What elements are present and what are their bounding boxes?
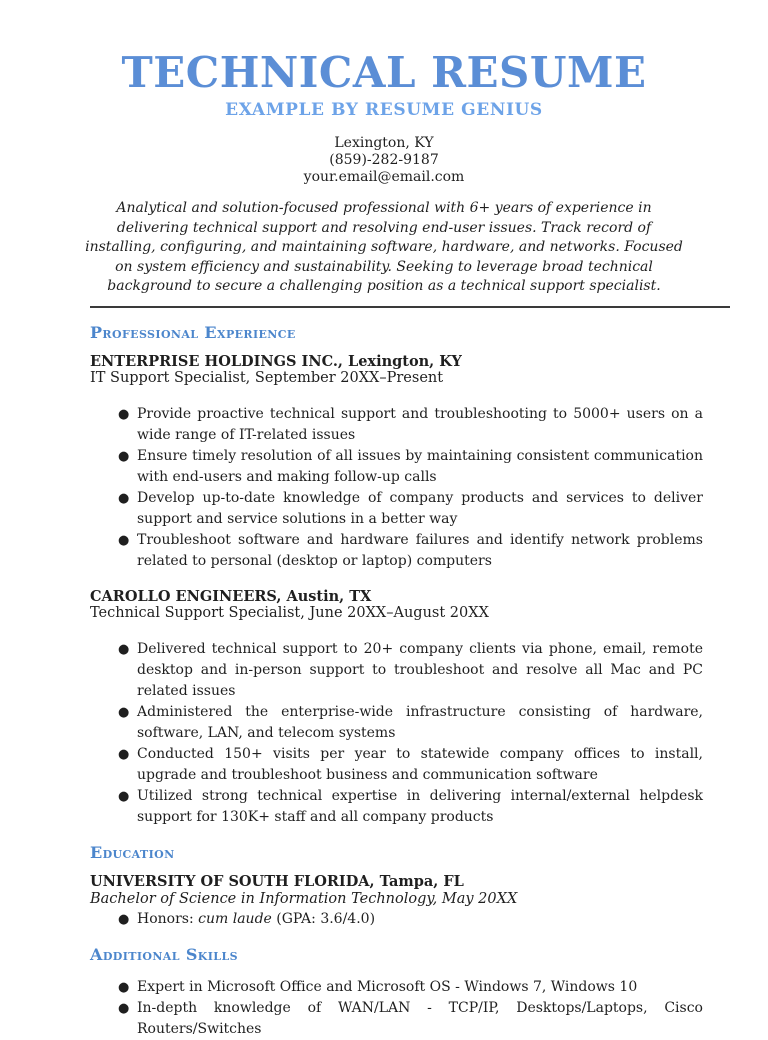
section-experience [90, 323, 730, 828]
page-subtitle: EXAMPLE BY RESUME GENIUS [225, 100, 543, 121]
job-role: Technical Support Specialist, June 20XX–August 20XX [90, 604, 489, 621]
bullet-marker: ● [118, 1000, 130, 1016]
bullet-text: Troubleshoot software and hardware failures and identify network problems related to personal (desktop or laptop) computers [137, 531, 703, 569]
job-bullet-list [90, 404, 730, 572]
bullet-item [118, 488, 703, 530]
job-entry [90, 353, 730, 572]
resume-header [0, 0, 768, 297]
bullet-item [118, 909, 730, 930]
section-heading-education: Education [90, 842, 175, 862]
bullet-text: Delivered technical support to 20+ company clients via phone, email, remote desktop and in-person support to troubleshoot and resolve all Mac and PC related issues [137, 640, 703, 699]
bullet-text: Develop up-to-date knowledge of company products and services to deliver support and service solutions in a better way [137, 489, 703, 527]
bullet-marker: ● [118, 788, 130, 804]
section-education [90, 843, 730, 930]
honors-prefix: Honors: [137, 910, 199, 927]
honors-text [137, 909, 730, 930]
job-role: IT Support Specialist, September 20XX–Present [90, 369, 444, 386]
bullet-marker: ● [118, 704, 130, 720]
bullet-text: Ensure timely resolution of all issues by maintaining consistent communication with end-users and making follow-up calls [137, 447, 703, 485]
bullet-item [118, 998, 703, 1040]
education-bullet-list [90, 909, 730, 930]
bullet-item [118, 702, 703, 744]
contact-block [0, 135, 768, 186]
bullet-marker: ● [118, 746, 130, 762]
contact-email: your.email@email.com [303, 169, 465, 186]
bullet-item [118, 446, 703, 488]
bullet-text: Utilized strong technical expertise in delivering internal/external helpdesk support for 130K+ staff and all company products [137, 787, 703, 825]
job-entry [90, 588, 730, 828]
resume-body [90, 306, 730, 1040]
contact-location: Lexington, KY [334, 135, 434, 152]
bullet-text: In-depth knowledge of WAN/LAN - TCP/IP, Desktops/Laptops, Cisco Routers/Switches [137, 999, 703, 1037]
bullet-item [118, 404, 703, 446]
bullet-marker: ● [118, 448, 130, 464]
job-company: CAROLLO ENGINEERS, Austin, TX [90, 587, 372, 605]
section-heading-skills: Additional Skills [90, 944, 238, 964]
section-heading-experience: Professional Experience [90, 322, 296, 342]
bullet-text: Administered the enterprise-wide infrastructure consisting of hardware, software, LAN, and telecom systems [137, 703, 703, 741]
skills-bullet-list [90, 977, 730, 1040]
bullet-text: Provide proactive technical support and troubleshooting to 5000+ users on a wide range of IT-related issues [137, 405, 703, 443]
bullet-item [118, 639, 703, 702]
bullet-item [118, 530, 703, 572]
bullet-item [118, 744, 703, 786]
contact-phone: (859)-282-9187 [329, 152, 439, 169]
honors-latin: cum laude [198, 910, 272, 927]
page-title: TECHNICAL RESUME [121, 48, 647, 97]
degree-line: Bachelor of Science in Information Technology, May 20XX [90, 890, 518, 907]
job-bullet-list [90, 639, 730, 828]
bullet-marker: ● [118, 641, 130, 657]
honors-suffix: (GPA: 3.6/4.0) [271, 910, 376, 927]
bullet-marker: ● [118, 979, 130, 995]
bullet-text: Conducted 150+ visits per year to statewide company offices to install, upgrade and troubleshoot business and communication software [137, 745, 703, 783]
bullet-marker: ● [118, 490, 130, 506]
education-entry [90, 873, 730, 930]
bullet-item [118, 786, 703, 828]
job-company: ENTERPRISE HOLDINGS INC., Lexington, KY [90, 352, 462, 370]
bullet-text: Expert in Microsoft Office and Microsoft OS - Windows 7, Windows 10 [137, 978, 638, 995]
school-name: UNIVERSITY OF SOUTH FLORIDA, Tampa, FL [90, 872, 464, 890]
bullet-marker: ● [118, 406, 130, 422]
bullet-marker: ● [118, 532, 130, 548]
divider-line [90, 306, 730, 308]
summary-text: Analytical and solution-focused professional with 6+ years of experience in delivering technical support and resolving end-user issues. Track record of installing, configuring, and maintaining software, hardware, and networks. Focused on system efficiency and sustainability. Seeking to leverage broad technical background to secure a challenging position as a technical support specialist. [85, 200, 683, 295]
bullet-marker: ● [118, 911, 130, 927]
section-skills [90, 945, 730, 1040]
bullet-item [118, 977, 703, 998]
